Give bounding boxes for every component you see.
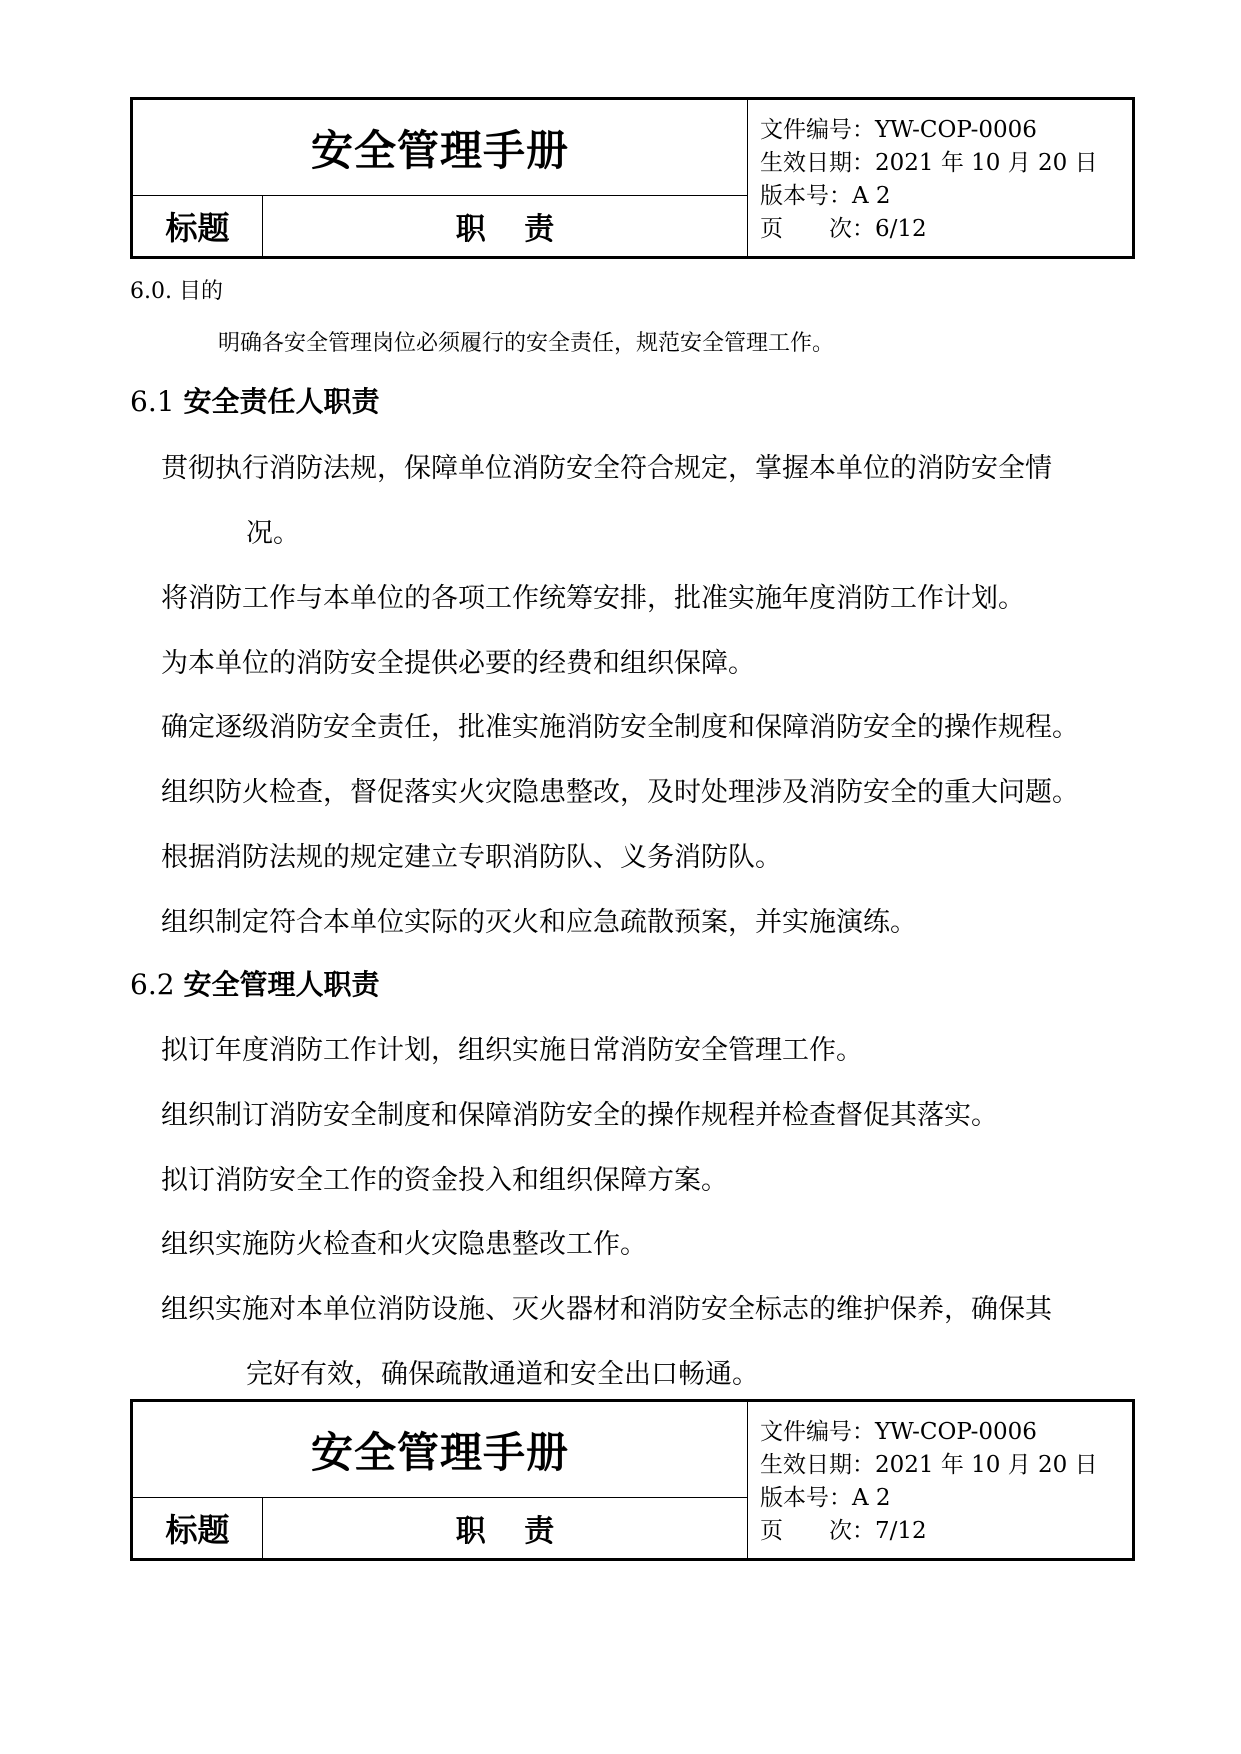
effective-date-value: 2021 年 10 月 20 日 bbox=[875, 1452, 1098, 1478]
section-1-item: 为本单位的消防安全提供必要的经费和组织保障。 bbox=[161, 648, 755, 679]
page-number-value: 6/12 bbox=[875, 216, 927, 242]
section-2-title: 安全管理人职责 bbox=[183, 968, 380, 1001]
section-2-item: 组织实施防火检查和火灾隐患整改工作。 bbox=[161, 1229, 647, 1260]
section-1-item: 确定逐级消防安全责任，批准实施消防安全制度和保障消防安全的操作规程。 bbox=[161, 712, 1079, 743]
section-2-item: 完好有效，确保疏散通道和安全出口畅通。 bbox=[246, 1359, 759, 1390]
page-number-label: 页 次： bbox=[760, 216, 875, 242]
subject-value: 职 责 bbox=[455, 1514, 569, 1549]
page-number bbox=[760, 213, 1132, 246]
effective-date-label: 生效日期： bbox=[760, 1452, 875, 1478]
section-2-heading bbox=[130, 963, 379, 1003]
page-number-value: 7/12 bbox=[875, 1518, 927, 1544]
header-left bbox=[133, 100, 747, 256]
purpose-heading: 6.0. 目的 bbox=[130, 279, 223, 304]
version-label: 版本号： bbox=[760, 1485, 852, 1511]
section-1-heading bbox=[130, 380, 379, 420]
effective-date-label: 生效日期： bbox=[760, 150, 875, 176]
header-left bbox=[133, 1402, 747, 1558]
page-number-label: 页 次： bbox=[760, 1518, 875, 1544]
section-1-item: 组织制定符合本单位实际的灭火和应急疏散预案，并实施演练。 bbox=[161, 907, 917, 938]
doc-number-value: YW-COP-0006 bbox=[875, 117, 1037, 143]
section-2-item: 组织制订消防安全制度和保障消防安全的操作规程并检查督促其落实。 bbox=[161, 1100, 998, 1131]
subject-value: 职 责 bbox=[455, 212, 569, 247]
purpose-text: 明确各安全管理岗位必须履行的安全责任，规范安全管理工作。 bbox=[218, 331, 835, 356]
version bbox=[760, 1482, 1132, 1515]
document-header bbox=[130, 97, 1135, 259]
section-2-item: 拟订年度消防工作计划，组织实施日常消防安全管理工作。 bbox=[161, 1035, 863, 1066]
section-2-item: 组织实施对本单位消防设施、灭火器材和消防安全标志的维护保养，确保其 bbox=[161, 1294, 1052, 1325]
section-2-item: 拟订消防安全工作的资金投入和组织保障方案。 bbox=[161, 1165, 728, 1196]
section-1-item: 组织防火检查，督促落实火灾隐患整改，及时处理涉及消防安全的重大问题。 bbox=[161, 777, 1079, 808]
manual-title: 安全管理手册 bbox=[133, 1402, 747, 1498]
subject-label: 标题 bbox=[133, 196, 263, 256]
effective-date-value: 2021 年 10 月 20 日 bbox=[875, 150, 1098, 176]
version-value: A 2 bbox=[852, 183, 891, 209]
doc-number bbox=[760, 114, 1132, 147]
section-1-item: 况。 bbox=[246, 518, 300, 549]
section-1-number: 6.1 bbox=[130, 385, 184, 418]
header-meta bbox=[747, 100, 1132, 256]
effective-date bbox=[760, 1449, 1132, 1482]
next-page-header bbox=[130, 1399, 1135, 1561]
subject-label: 标题 bbox=[133, 1498, 263, 1558]
version-label: 版本号： bbox=[760, 183, 852, 209]
section-1-title: 安全责任人职责 bbox=[183, 385, 380, 418]
manual-title: 安全管理手册 bbox=[133, 100, 747, 196]
section-1-item: 根据消防法规的规定建立专职消防队、义务消防队。 bbox=[161, 842, 782, 873]
version bbox=[760, 180, 1132, 213]
doc-number-value: YW-COP-0006 bbox=[875, 1419, 1037, 1445]
version-value: A 2 bbox=[852, 1485, 891, 1511]
section-2-number: 6.2 bbox=[130, 968, 184, 1001]
doc-number bbox=[760, 1416, 1132, 1449]
section-1-item: 将消防工作与本单位的各项工作统筹安排，批准实施年度消防工作计划。 bbox=[161, 583, 1025, 614]
effective-date bbox=[760, 147, 1132, 180]
header-meta bbox=[747, 1402, 1132, 1558]
section-1-item: 贯彻执行消防法规，保障单位消防安全符合规定，掌握本单位的消防安全情 bbox=[161, 453, 1052, 484]
doc-number-label: 文件编号： bbox=[760, 117, 875, 143]
page-number bbox=[760, 1515, 1132, 1548]
doc-number-label: 文件编号： bbox=[760, 1419, 875, 1445]
